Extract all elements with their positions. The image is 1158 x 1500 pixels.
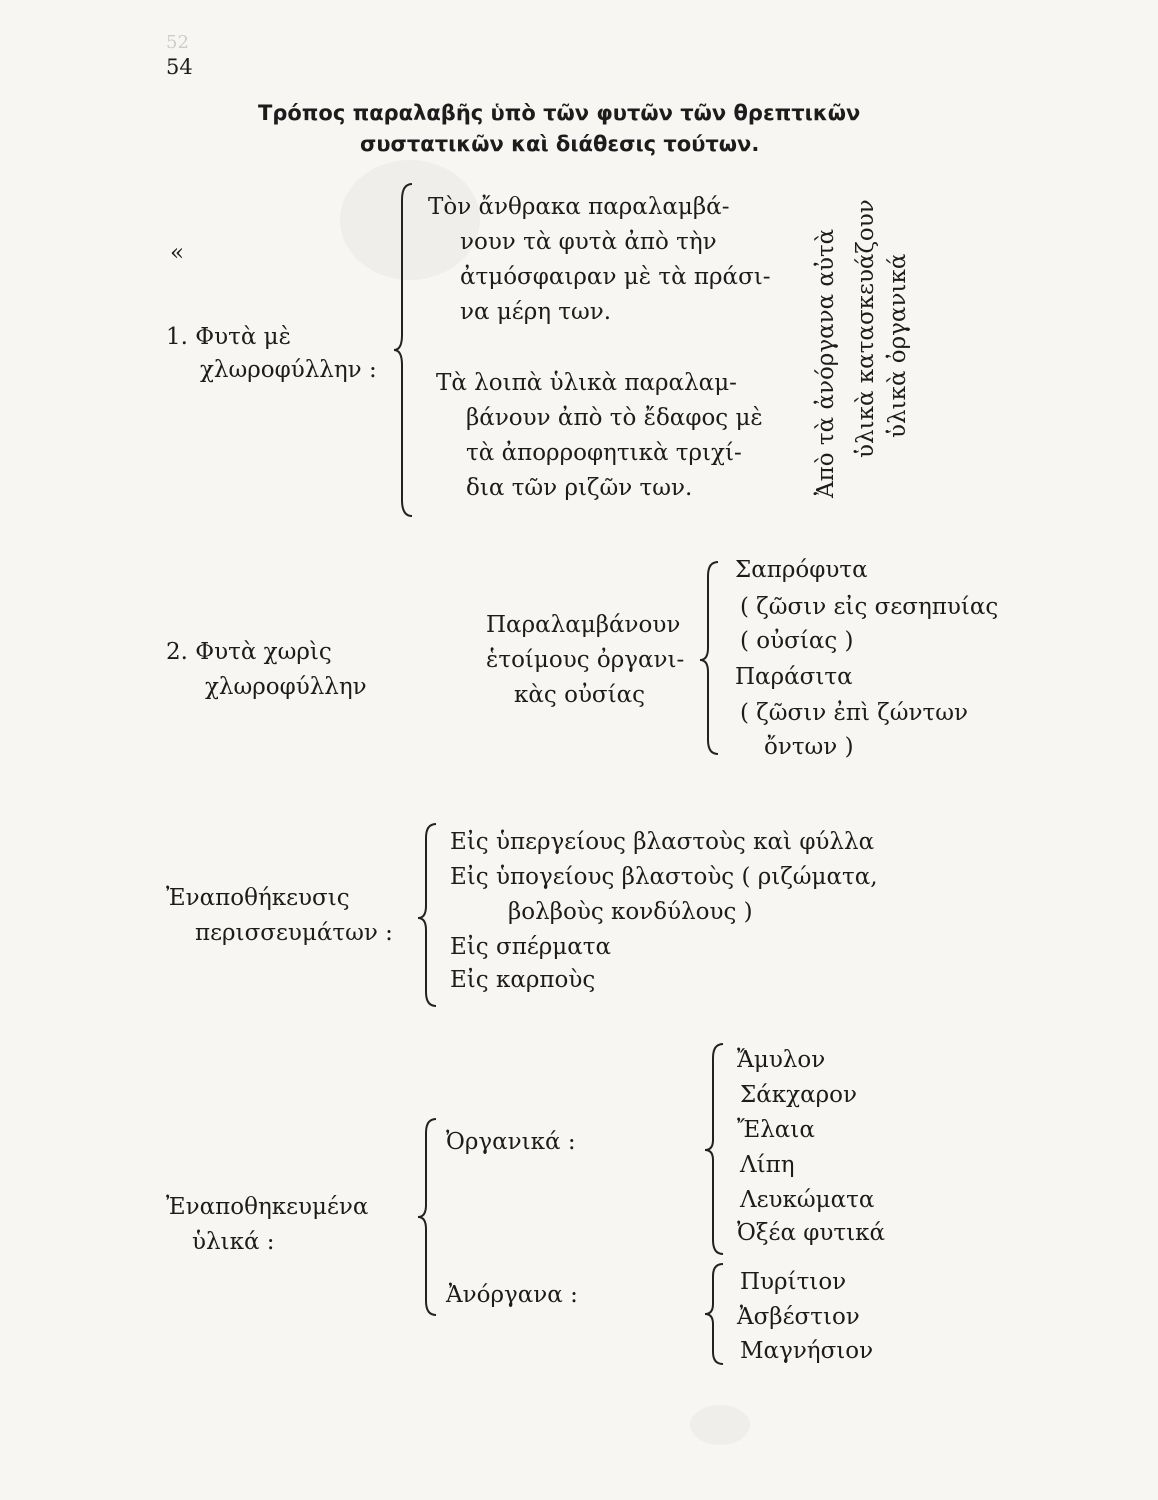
storage-line: Εἰς ὑπογείους βλαστοὺς ( ριζώματα, bbox=[450, 864, 878, 890]
section1-brace bbox=[394, 180, 424, 524]
section3-label: περισσευμάτων : bbox=[195, 920, 393, 946]
storage-line: βολβοὺς κονδύλους ) bbox=[508, 899, 753, 925]
carbon-line: νουν τὰ φυτὰ ἀπὸ τὴν bbox=[460, 229, 717, 255]
section3-label: Ἐναποθήκευσις bbox=[166, 885, 350, 911]
organic-item: Σάκχαρον bbox=[740, 1082, 857, 1108]
storage-line: Εἰς σπέρματα bbox=[450, 934, 611, 960]
page-stain bbox=[690, 1405, 750, 1445]
section1-label: 1. Φυτὰ μὲ bbox=[166, 324, 291, 350]
other-line: Τὰ λοιπὰ ὑλικὰ παραλαμ- bbox=[436, 370, 737, 396]
section4-label: ὑλικά : bbox=[192, 1229, 275, 1255]
organic-brace bbox=[705, 1040, 735, 1264]
inorganic-item: Πυρίτιον bbox=[740, 1269, 847, 1295]
section3-brace bbox=[418, 820, 448, 1014]
inorganic-brace bbox=[705, 1260, 735, 1374]
section2-label: χλωροφύλλην bbox=[205, 674, 367, 700]
quote-mark: « bbox=[170, 240, 185, 266]
page-number: 54 bbox=[166, 55, 193, 79]
carbon-line: Τὸν ἄνθρακα παραλαμβά- bbox=[428, 194, 730, 220]
parasite-label: Παράσιτα bbox=[735, 664, 853, 690]
inorganic-item: Ἀσβέστιον bbox=[737, 1304, 860, 1330]
vertical-note: ὑλικὰ κατασκευάζουν bbox=[853, 199, 879, 458]
storage-line: Εἰς καρποὺς bbox=[450, 967, 596, 993]
saprophyte-note: ( οὐσίας ) bbox=[740, 628, 854, 654]
organic-item: Ὀξέα φυτικά bbox=[737, 1220, 886, 1246]
saprophyte-label: Σαπρόφυτα bbox=[735, 557, 868, 583]
saprophyte-note: ( ζῶσιν εἰς σεσηπυίας bbox=[740, 594, 999, 620]
section4-brace bbox=[418, 1115, 448, 1324]
section1-label: χλωροφύλλην : bbox=[200, 357, 377, 383]
section2-brace bbox=[700, 558, 730, 762]
vertical-note: Ἀπὸ τὰ ἀνόργανα αὐτὰ bbox=[813, 228, 839, 498]
section2-middle: κὰς οὐσίας bbox=[514, 682, 646, 708]
organic-item: Λευκώματα bbox=[740, 1187, 875, 1213]
other-line: τὰ ἀπορροφητικὰ τριχί- bbox=[466, 440, 742, 466]
other-line: βάνουν ἀπὸ τὸ ἔδαφος μὲ bbox=[466, 405, 763, 431]
inorganic-label: Ἀνόργανα : bbox=[446, 1282, 578, 1308]
page-title: Τρόπος παραλαβῆς ὑπὸ τῶν φυτῶν τῶν θρεπτικῶν bbox=[258, 101, 861, 125]
vertical-note: ὑλικὰ ὀργανικά bbox=[885, 253, 911, 438]
storage-line: Εἰς ὑπεργείους βλαστοὺς καὶ φύλλα bbox=[450, 829, 875, 855]
parasite-note: ( ζῶσιν ἐπὶ ζώντων bbox=[740, 700, 968, 726]
ghost-page-number: 52 bbox=[166, 32, 189, 53]
organic-item: Ἄμυλον bbox=[737, 1047, 826, 1073]
organic-item: Λίπη bbox=[740, 1152, 795, 1178]
page-subtitle: συστατικῶν καὶ διάθεσις τούτων. bbox=[360, 132, 760, 156]
inorganic-item: Μαγνήσιον bbox=[740, 1338, 874, 1364]
section2-middle: ἑτοίμους ὀργανι- bbox=[486, 647, 685, 673]
section2-middle: Παραλαμβάνουν bbox=[486, 612, 681, 638]
organic-label: Ὀργανικά : bbox=[446, 1129, 576, 1155]
carbon-line: να μέρη των. bbox=[460, 299, 612, 325]
organic-item: Ἔλαια bbox=[737, 1117, 815, 1143]
other-line: δια τῶν ριζῶν των. bbox=[466, 475, 693, 501]
parasite-note: ὄντων ) bbox=[764, 734, 854, 760]
section2-label: 2. Φυτὰ χωρὶς bbox=[166, 639, 332, 665]
section4-label: Ἐναποθηκευμένα bbox=[166, 1194, 369, 1220]
carbon-line: ἀτμόσφαιραν μὲ τὰ πράσι- bbox=[460, 264, 771, 290]
